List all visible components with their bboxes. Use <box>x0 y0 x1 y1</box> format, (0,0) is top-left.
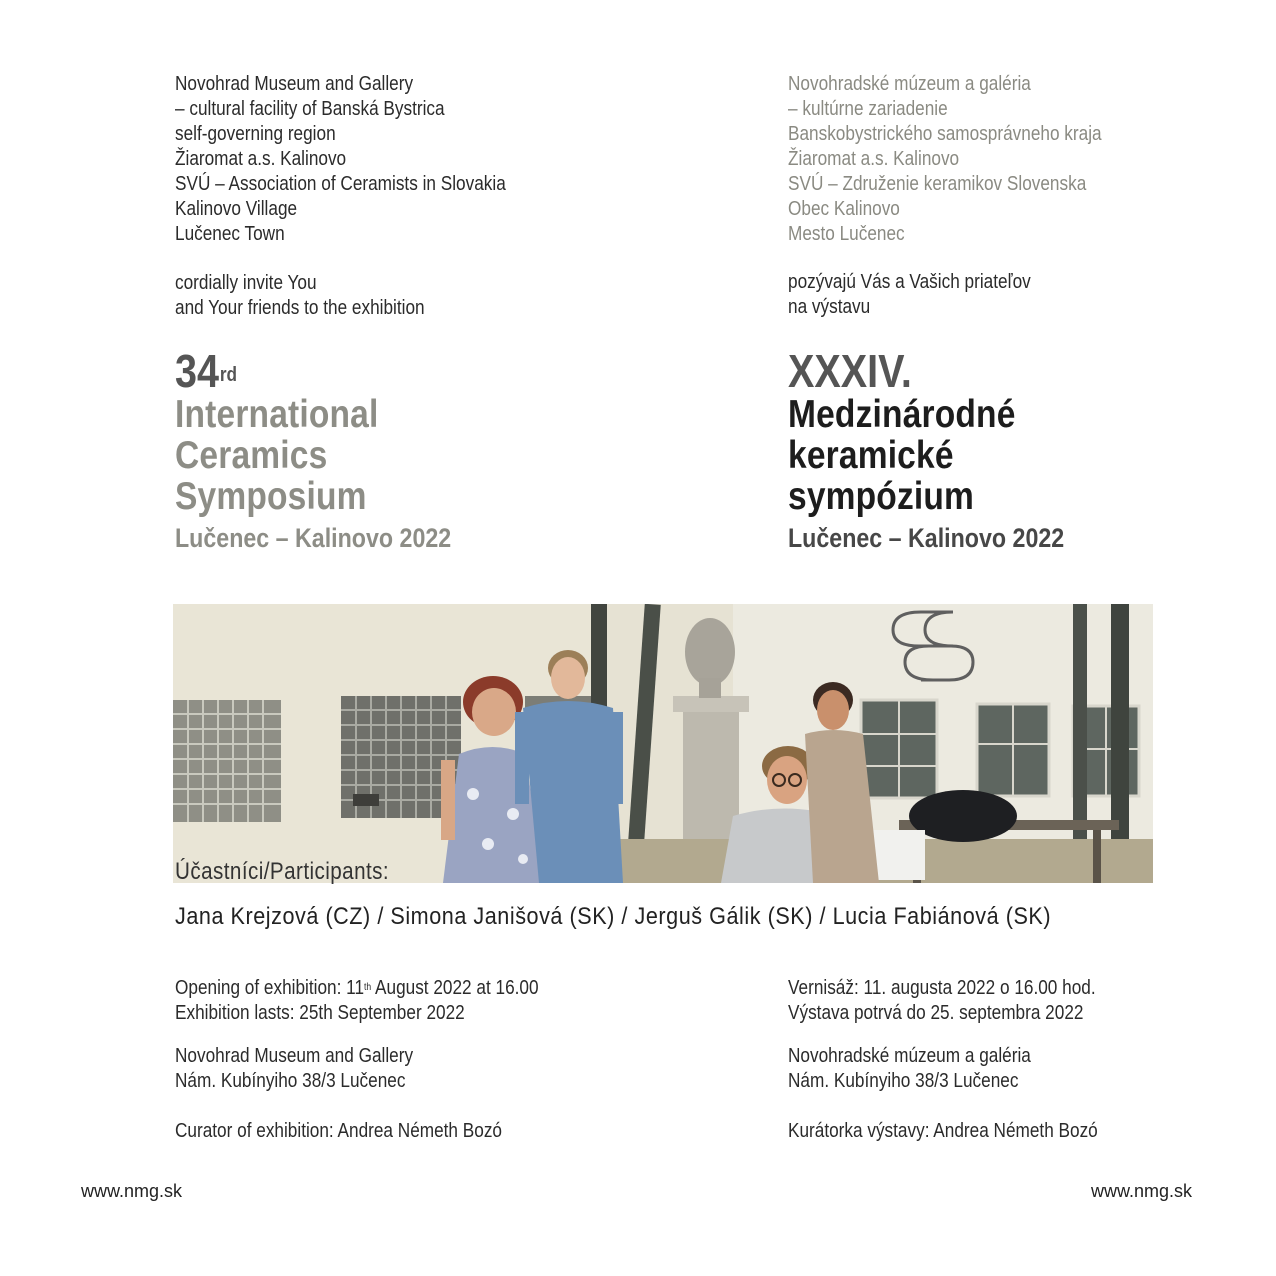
organizers-sk <box>788 72 1153 247</box>
title-line: sympózium <box>788 475 975 518</box>
curator: Curator of exhibition: Andrea Németh Bozó <box>175 1120 502 1142</box>
venue-line: Novohrad Museum and Gallery <box>175 1045 414 1067</box>
organizer-line: Banskobystrického samosprávneho kraja <box>788 123 1102 145</box>
venue-line: Nám. Kubínyiho 38/3 Lučenec <box>788 1070 1019 1092</box>
organizer-line: SVÚ – Association of Ceramists in Slovakia <box>175 173 506 195</box>
title-en <box>175 345 496 553</box>
organizer-line: – cultural facility of Banská Bystrica <box>175 98 445 120</box>
exhibition-lasts: Exhibition lasts: 25th September 2022 <box>175 1002 465 1024</box>
organizer-line: Mesto Lučenec <box>788 223 905 245</box>
subtitle: Lučenec – Kalinovo 2022 <box>175 523 452 553</box>
opening-suffix: August 2022 at 16.00 <box>371 977 539 999</box>
title-line: keramické <box>788 434 954 477</box>
opening-prefix: Opening of exhibition: 11 <box>175 977 365 999</box>
opening-sup: th <box>364 982 372 993</box>
organizer-line: Žiaromat a.s. Kalinovo <box>788 148 960 170</box>
invite-line: na výstavu <box>788 296 871 318</box>
participants-label-text: Účastníci/Participants: <box>175 858 390 885</box>
organizer-line: Novohrad Museum and Gallery <box>175 73 414 95</box>
organizer-line: self-governing region <box>175 123 336 145</box>
title-line: Ceramics <box>175 434 328 477</box>
invite-line: pozývajú Vás a Vašich priateľov <box>788 271 1031 293</box>
website-link-right[interactable]: www.nmg.sk <box>1091 1181 1193 1201</box>
invite-line: and Your friends to the exhibition <box>175 297 425 319</box>
edition-suffix: rd <box>219 364 238 386</box>
organizer-line: – kultúrne zariadenie <box>788 98 948 120</box>
participants-names: Jana Krejzová (CZ) / Simona Janišová (SK) / Jerguš Gálik (SK) / Lucia Fabiánová (SK) <box>175 903 1052 930</box>
title-line: Medzinárodné <box>788 393 1016 436</box>
title-line: International <box>175 393 379 436</box>
participants-photo <box>173 604 1153 883</box>
invitation-en <box>175 271 465 321</box>
exhibition-info-sk <box>788 976 1148 1144</box>
opening-date <box>175 976 539 1001</box>
organizers-en <box>175 72 560 247</box>
glass-block-window-left <box>173 700 281 822</box>
edition-number: XXXIV. <box>788 345 912 397</box>
exhibition-lasts: Výstava potrvá do 25. septembra 2022 <box>788 1002 1084 1024</box>
organizer-line: Obec Kalinovo <box>788 198 900 220</box>
participants-list <box>175 902 1148 932</box>
edition-number: 34 <box>175 345 220 397</box>
website-link-left[interactable]: www.nmg.sk <box>81 1181 183 1201</box>
opening-date: Vernisáž: 11. augusta 2022 o 16.00 hod. <box>788 977 1096 999</box>
curator: Kurátorka výstavy: Andrea Németh Bozó <box>788 1120 1098 1142</box>
organizer-line: Žiaromat a.s. Kalinovo <box>175 148 347 170</box>
invitation-sk <box>788 270 1070 320</box>
title-sk <box>788 345 1109 553</box>
participants-label <box>175 857 424 887</box>
invite-line: cordially invite You <box>175 272 317 294</box>
venue-line: Novohradské múzeum a galéria <box>788 1045 1031 1067</box>
organizer-line: SVÚ – Združenie keramikov Slovenska <box>788 173 1087 195</box>
venue-line: Nám. Kubínyiho 38/3 Lučenec <box>175 1070 406 1092</box>
subtitle: Lučenec – Kalinovo 2022 <box>788 523 1065 553</box>
title-line: Symposium <box>175 475 367 518</box>
organizer-line: Novohradské múzeum a galéria <box>788 73 1031 95</box>
organizer-line: Lučenec Town <box>175 223 285 245</box>
exhibition-info-en <box>175 976 598 1144</box>
organizer-line: Kalinovo Village <box>175 198 298 220</box>
